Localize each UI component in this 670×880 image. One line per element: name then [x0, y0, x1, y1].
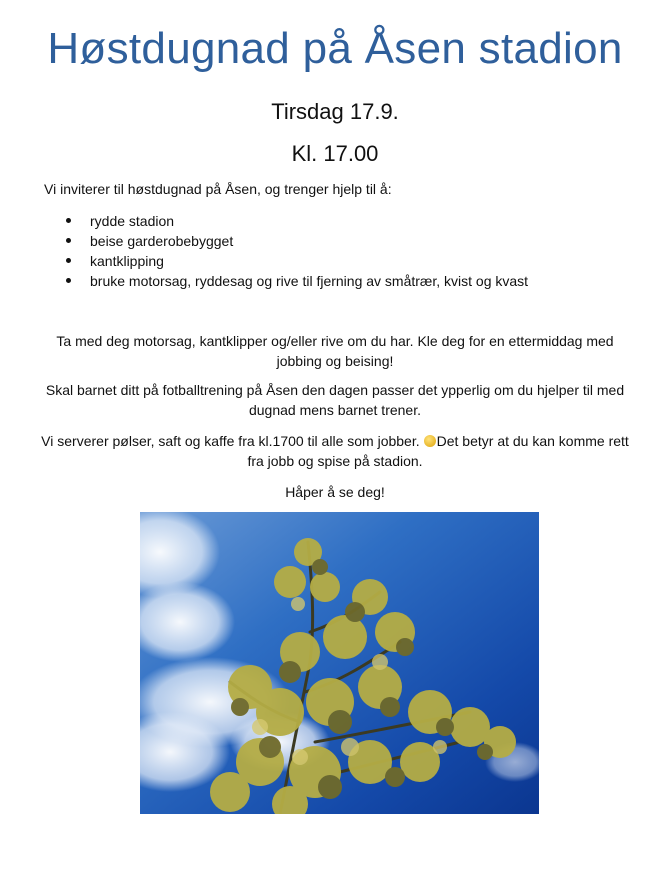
kids-training-paragraph: Skal barnet ditt på fotballtrening på Åsen den dagen passer det ypperlig om du hjelper til med dugnad mens barnet trener.	[45, 382, 625, 418]
food-text-continued: Det betyr at du kan komme rett fra jobb og spise på stadion.	[247, 433, 629, 469]
list-item	[44, 231, 528, 251]
bullet-icon	[66, 218, 71, 223]
food-text: Vi serverer pølser, saft og kaffe fra kl.1700 til alle som jobber.	[41, 433, 420, 449]
task-label: beise garderobebygget	[90, 233, 234, 249]
list-item	[44, 271, 528, 291]
task-label: kantklipping	[90, 253, 164, 269]
event-date: Tirsdag 17.9.	[271, 99, 399, 124]
list-item	[44, 211, 528, 231]
bullet-icon	[66, 258, 71, 263]
page-title: Høstdugnad på Åsen stadion	[47, 24, 623, 73]
list-item	[44, 251, 528, 271]
task-list	[44, 211, 528, 291]
event-time: Kl. 17.00	[291, 141, 379, 166]
intro-text: Vi inviterer til høstdugnad på Åsen, og trenger hjelp til å:	[44, 181, 392, 197]
task-label: rydde stadion	[90, 213, 175, 229]
smiley-emoji-icon	[424, 435, 436, 447]
bullet-icon	[66, 278, 71, 283]
closing-text: Håper å se deg!	[285, 484, 385, 500]
bring-equipment-paragraph: Ta med deg motorsag, kantklipper og/eller rive om du har. Kle deg for en ettermiddag med jobbing og beising!	[56, 333, 614, 369]
tree-photo	[140, 512, 539, 814]
task-label: bruke motorsag, ryddesag og rive til fjerning av småtrær, kvist og kvast	[90, 273, 529, 289]
tree-sky-illustration	[140, 512, 539, 814]
food-paragraph	[40, 431, 630, 471]
bullet-icon	[66, 238, 71, 243]
